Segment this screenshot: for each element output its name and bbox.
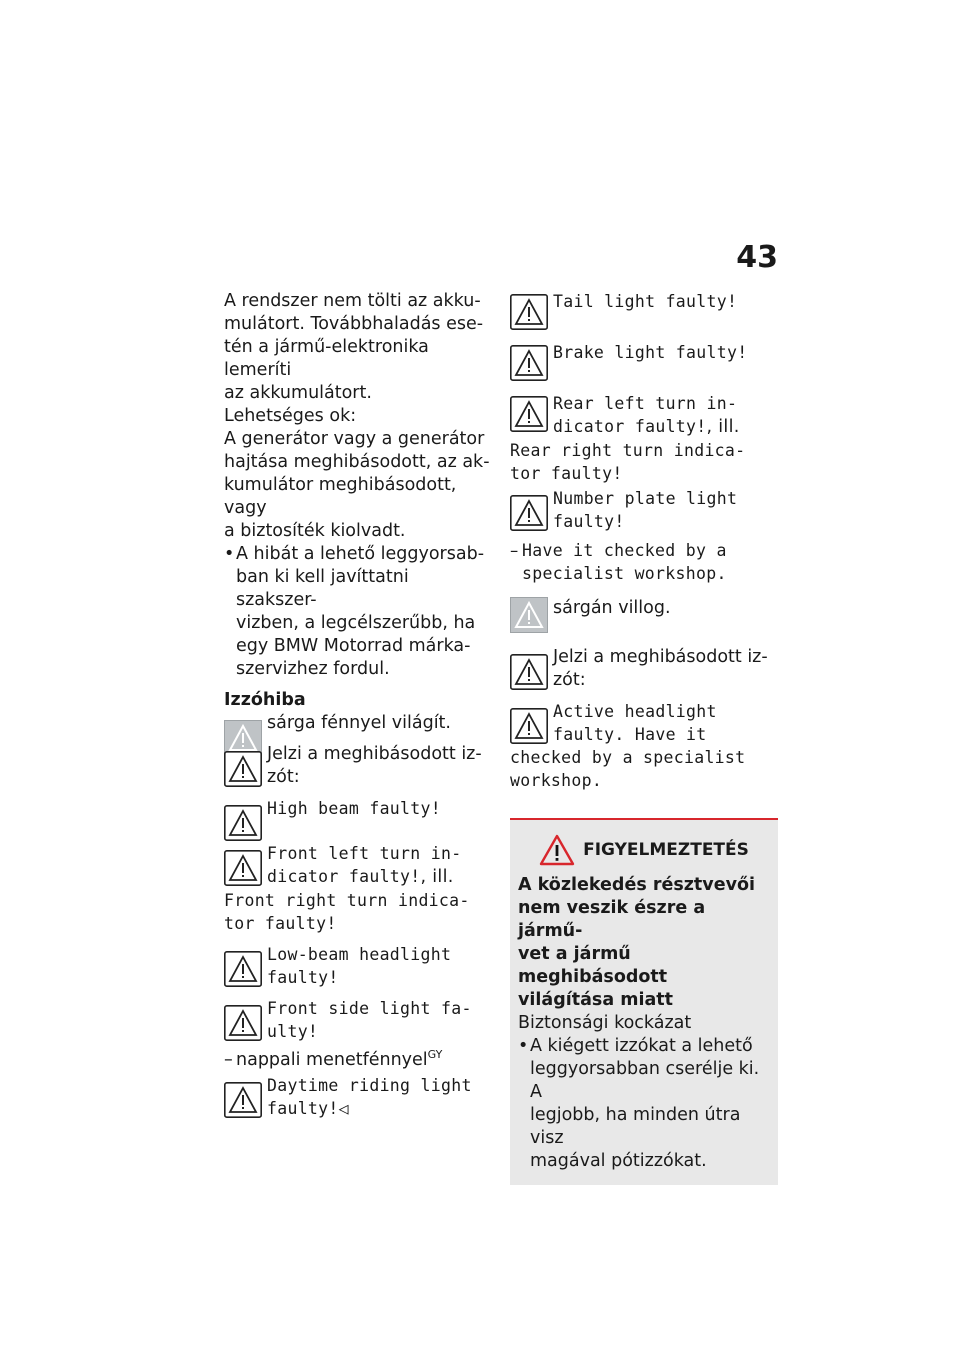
warning-triangle-icon xyxy=(224,805,262,841)
text-line: A rendszer nem tölti az akku- xyxy=(224,291,481,311)
text-line: a biztosíték kiolvadt. xyxy=(224,521,406,541)
display-message: Daytime riding light xyxy=(267,1076,472,1095)
dash-marker: – xyxy=(224,1050,233,1070)
text-line: Lehetséges ok: xyxy=(224,406,357,426)
text-line: Jelzi a meghibásodott iz- xyxy=(553,647,768,667)
text-line: A hibát a lehető leggyorsab- xyxy=(236,544,485,564)
text-line: világítása miatt xyxy=(518,990,674,1010)
warning-triangle-icon xyxy=(510,654,548,690)
bullet-item xyxy=(518,1035,770,1173)
bullet-marker: • xyxy=(518,1036,529,1056)
text-line: kumulátor meghibásodott, vagy xyxy=(224,475,457,518)
indicator-entry xyxy=(510,487,778,533)
warning-box xyxy=(510,818,778,1185)
display-message: specialist workshop. xyxy=(522,564,727,583)
text-line: legjobb, ha minden útra visz xyxy=(530,1105,741,1148)
warning-triangle-icon xyxy=(510,345,548,381)
warning-triangle-icon xyxy=(224,751,262,787)
display-message: Tail light faulty! xyxy=(553,292,738,311)
indicator-entry xyxy=(224,743,492,789)
text-line: egy BMW Motorrad márka- xyxy=(236,636,471,656)
text-line: az akkumulátort. xyxy=(224,383,372,403)
display-message: tor faulty! xyxy=(510,464,623,483)
text-line: A közlekedés résztvevői xyxy=(518,875,755,895)
indicator-entry xyxy=(510,341,778,384)
intro-text xyxy=(224,290,492,543)
display-message: Brake light faulty! xyxy=(553,343,748,362)
indicator-entry xyxy=(510,392,778,485)
warning-triangle-icon xyxy=(224,1005,262,1041)
text-line: nappali menetfénnyel xyxy=(236,1050,428,1070)
display-message: workshop. xyxy=(510,771,603,790)
indicator-entry xyxy=(224,842,492,935)
display-message: High beam faulty! xyxy=(267,799,441,818)
text-line: hajtása meghibásodott, az ak- xyxy=(224,452,490,472)
text-line: mulátort. Továbbhaladás ese- xyxy=(224,314,484,334)
display-message: Low-beam headlight xyxy=(267,945,452,964)
warning-triangle-icon xyxy=(510,495,548,531)
warning-triangle-gray-icon xyxy=(510,597,548,633)
warning-headline xyxy=(518,874,770,1012)
country-code: GY xyxy=(427,1048,443,1062)
display-message: Have it checked by a xyxy=(522,541,727,560)
right-column xyxy=(510,290,778,1185)
display-message: Active headlight xyxy=(553,702,717,721)
text-line: vet a jármű meghibásodott xyxy=(518,944,668,987)
section-heading: Izzóhiba xyxy=(224,690,306,710)
dash-marker: – xyxy=(510,541,519,560)
display-message: faulty. Have it xyxy=(553,725,707,744)
text-suffix: , ill. xyxy=(706,417,740,437)
display-message: ulty! xyxy=(267,1022,319,1041)
left-column xyxy=(224,290,492,1120)
indicator-entry xyxy=(510,597,778,638)
display-message: tor faulty! xyxy=(224,914,337,933)
text-line: vizben, a legcélszerűbb, ha xyxy=(236,613,476,633)
bullet-marker: • xyxy=(224,544,235,564)
indicator-entry xyxy=(224,797,492,834)
display-message: Rear left turn in- xyxy=(553,394,738,413)
page-number: 43 xyxy=(736,240,778,275)
text-line: sárgán villog. xyxy=(553,598,671,618)
display-message: dicator faulty! xyxy=(553,417,707,436)
text-line: tén a jármű-elektronika lemeríti xyxy=(224,337,429,380)
text-line: zót: xyxy=(267,767,300,787)
warning-triangle-icon xyxy=(224,850,262,886)
warning-header xyxy=(518,834,770,866)
text-line: leggyorsabban cserélje ki. A xyxy=(530,1059,760,1102)
display-message: checked by a specialist xyxy=(510,748,746,767)
text-suffix: , ill. xyxy=(420,867,454,887)
display-message: dicator faulty! xyxy=(267,867,421,886)
warning-triangle-icon xyxy=(224,951,262,987)
text-line: nem veszik észre a jármű- xyxy=(518,898,706,941)
text-line: zót: xyxy=(553,670,586,690)
text-line: ban ki kell javíttatni szakszer- xyxy=(236,567,409,610)
display-message: faulty! xyxy=(267,968,339,987)
indicator-entry xyxy=(224,943,492,989)
indicator-entry xyxy=(224,997,492,1043)
display-message: Front side light fa- xyxy=(267,999,472,1018)
display-message: faulty! xyxy=(553,512,625,531)
warning-exclamation-icon xyxy=(539,834,575,866)
display-message: Rear right turn indica- xyxy=(510,441,746,460)
condition-item xyxy=(224,1049,492,1072)
text-line: A kiégett izzókat a lehető xyxy=(530,1036,753,1056)
text-line: szervizhez fordul. xyxy=(236,659,390,679)
text-line: magával pótizzókat. xyxy=(530,1151,707,1171)
bullet-item xyxy=(224,543,492,681)
display-message: Number plate light xyxy=(553,489,738,508)
risk-label: Biztonsági kockázat xyxy=(518,1013,692,1033)
display-message: faulty! xyxy=(267,1099,339,1118)
warning-triangle-icon xyxy=(224,1082,262,1118)
text-line: Jelzi a meghibásodott iz- xyxy=(267,744,482,764)
warning-triangle-icon xyxy=(510,708,548,744)
indicator-entry xyxy=(510,646,778,692)
text-line: A generátor vagy a generátor xyxy=(224,429,485,449)
indicator-entry xyxy=(510,700,778,792)
indicator-entry xyxy=(510,290,778,333)
warning-triangle-icon xyxy=(510,294,548,330)
display-message: Front right turn indica- xyxy=(224,891,470,910)
condition-item xyxy=(510,539,778,585)
indicator-entry xyxy=(224,712,492,735)
indicator-entry xyxy=(224,1074,492,1120)
text-line: sárga fénnyel világít. xyxy=(267,713,451,733)
warning-title: FIGYELMEZTETÉS xyxy=(583,840,749,860)
display-message: Front left turn in- xyxy=(267,844,462,863)
warning-triangle-icon xyxy=(510,396,548,432)
end-mark-icon: ◁ xyxy=(338,1099,349,1118)
